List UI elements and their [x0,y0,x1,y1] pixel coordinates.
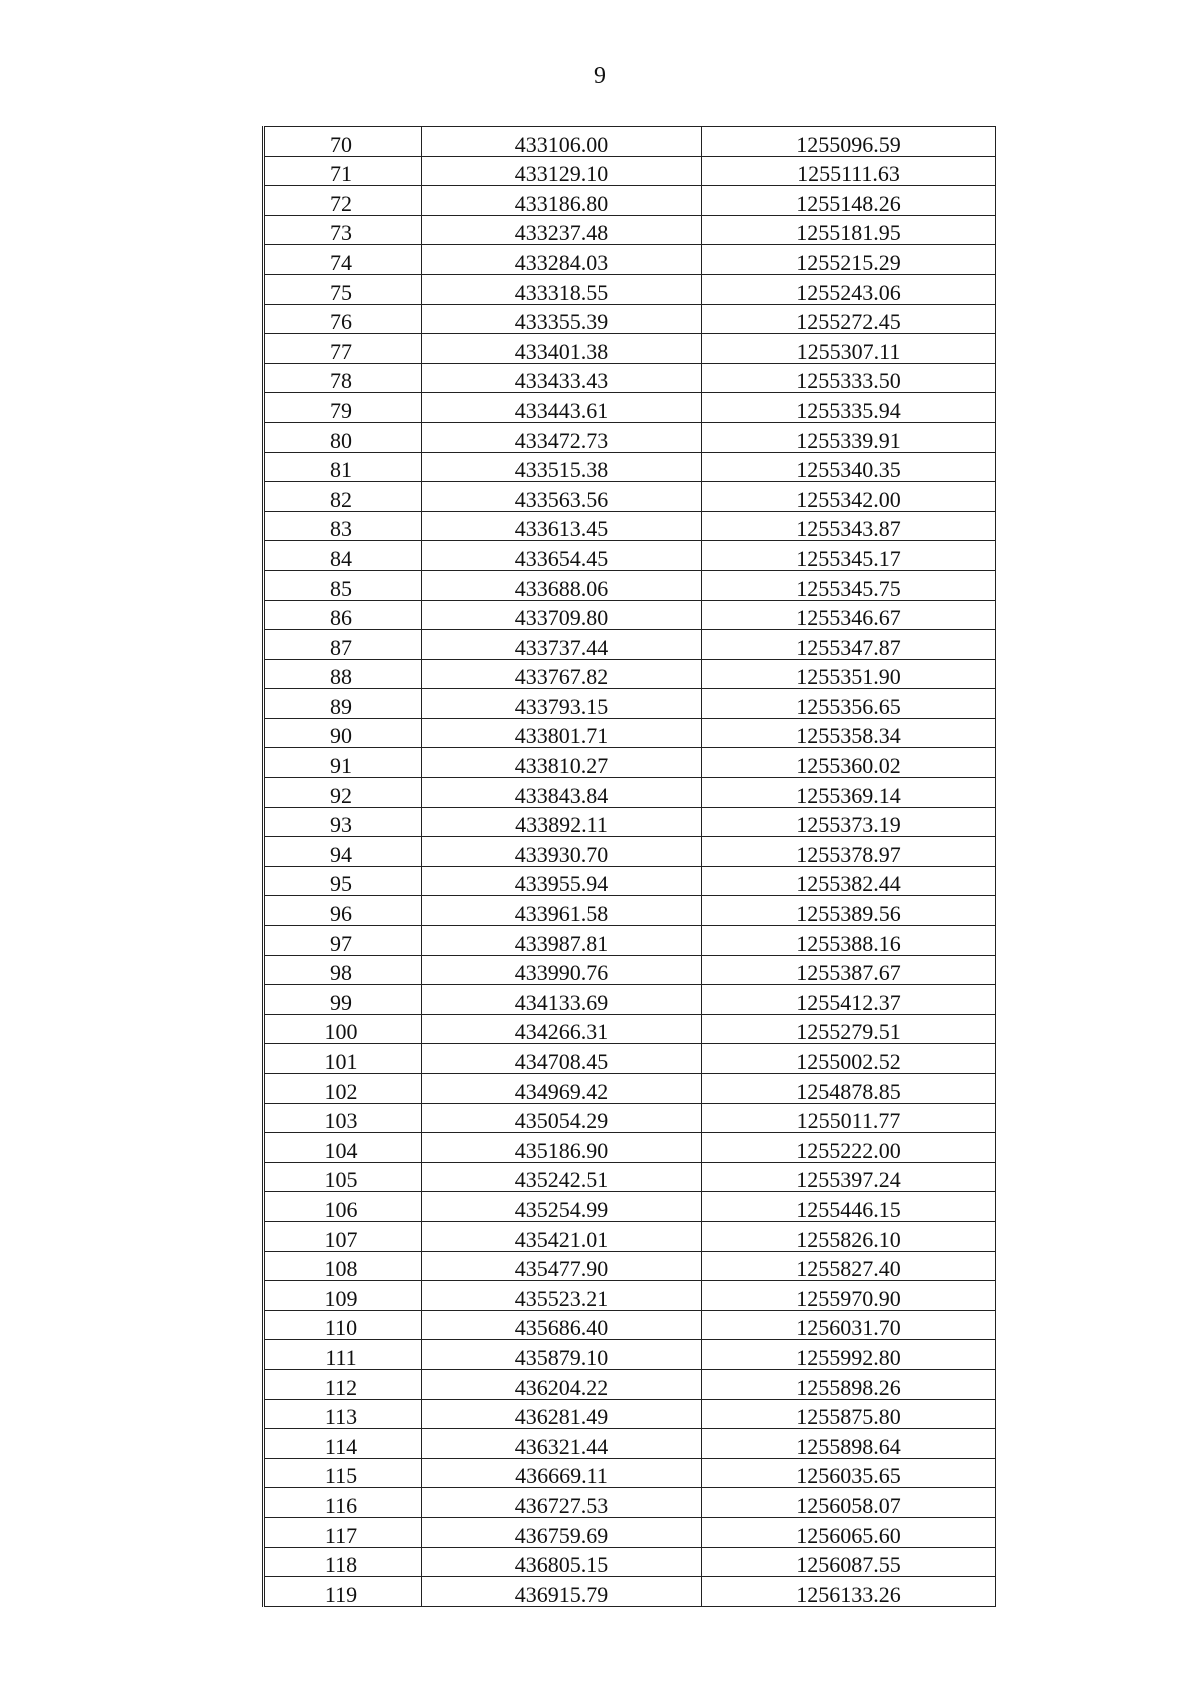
table-row [264,630,996,660]
point-number-cell: 95 [264,866,422,896]
table-row [264,274,996,304]
point-number-cell: 88 [264,659,422,689]
point-number-cell: 91 [264,748,422,778]
x-coordinate-cell: 435523.21 [422,1281,702,1311]
x-coordinate-cell: 435477.90 [422,1251,702,1281]
coordinates-table [262,126,996,1607]
y-coordinate-cell: 1255279.51 [702,1014,996,1044]
x-coordinate-cell: 436281.49 [422,1399,702,1429]
table-row [264,156,996,186]
y-coordinate-cell: 1255360.02 [702,748,996,778]
table-row [264,1044,996,1074]
y-coordinate-cell: 1255992.80 [702,1340,996,1370]
table-row [264,955,996,985]
x-coordinate-cell: 433401.38 [422,334,702,364]
y-coordinate-cell: 1255356.65 [702,689,996,719]
table-row [264,807,996,837]
y-coordinate-cell: 1255358.34 [702,718,996,748]
point-number-cell: 119 [264,1577,422,1607]
y-coordinate-cell: 1255378.97 [702,837,996,867]
table-row [264,482,996,512]
table-row [264,778,996,808]
y-coordinate-cell: 1256133.26 [702,1577,996,1607]
y-coordinate-cell: 1254878.85 [702,1074,996,1104]
point-number-cell: 111 [264,1340,422,1370]
table-row [264,689,996,719]
point-number-cell: 115 [264,1458,422,1488]
y-coordinate-cell: 1255333.50 [702,363,996,393]
y-coordinate-cell: 1256058.07 [702,1488,996,1518]
x-coordinate-cell: 433737.44 [422,630,702,660]
y-coordinate-cell: 1255389.56 [702,896,996,926]
x-coordinate-cell: 435242.51 [422,1162,702,1192]
y-coordinate-cell: 1255002.52 [702,1044,996,1074]
table-row [264,896,996,926]
x-coordinate-cell: 433355.39 [422,304,702,334]
y-coordinate-cell: 1255827.40 [702,1251,996,1281]
point-number-cell: 103 [264,1103,422,1133]
table-row [264,541,996,571]
point-number-cell: 70 [264,127,422,157]
x-coordinate-cell: 433237.48 [422,215,702,245]
table-row [264,748,996,778]
point-number-cell: 108 [264,1251,422,1281]
x-coordinate-cell: 433987.81 [422,926,702,956]
table-row [264,1369,996,1399]
table-row [264,1281,996,1311]
point-number-cell: 114 [264,1429,422,1459]
point-number-cell: 98 [264,955,422,985]
point-number-cell: 83 [264,511,422,541]
y-coordinate-cell: 1255387.67 [702,955,996,985]
x-coordinate-cell: 436759.69 [422,1517,702,1547]
table-row [264,1192,996,1222]
table-row [264,127,996,157]
point-number-cell: 80 [264,422,422,452]
x-coordinate-cell: 434266.31 [422,1014,702,1044]
x-coordinate-cell: 434708.45 [422,1044,702,1074]
point-number-cell: 112 [264,1369,422,1399]
x-coordinate-cell: 436915.79 [422,1577,702,1607]
y-coordinate-cell: 1255243.06 [702,274,996,304]
table-row [264,422,996,452]
table-row [264,837,996,867]
y-coordinate-cell: 1255011.77 [702,1103,996,1133]
y-coordinate-cell: 1255875.80 [702,1399,996,1429]
point-number-cell: 86 [264,600,422,630]
table-row [264,245,996,275]
y-coordinate-cell: 1255898.26 [702,1369,996,1399]
point-number-cell: 116 [264,1488,422,1518]
y-coordinate-cell: 1255970.90 [702,1281,996,1311]
point-number-cell: 94 [264,837,422,867]
x-coordinate-cell: 433654.45 [422,541,702,571]
table-row [264,363,996,393]
x-coordinate-cell: 433318.55 [422,274,702,304]
x-coordinate-cell: 436669.11 [422,1458,702,1488]
y-coordinate-cell: 1255446.15 [702,1192,996,1222]
table-row [264,1162,996,1192]
x-coordinate-cell: 436805.15 [422,1547,702,1577]
point-number-cell: 107 [264,1221,422,1251]
y-coordinate-cell: 1255272.45 [702,304,996,334]
y-coordinate-cell: 1255412.37 [702,985,996,1015]
x-coordinate-cell: 433709.80 [422,600,702,630]
x-coordinate-cell: 433767.82 [422,659,702,689]
table-row [264,393,996,423]
y-coordinate-cell: 1255222.00 [702,1133,996,1163]
y-coordinate-cell: 1255148.26 [702,186,996,216]
point-number-cell: 85 [264,570,422,600]
point-number-cell: 106 [264,1192,422,1222]
x-coordinate-cell: 433129.10 [422,156,702,186]
point-number-cell: 76 [264,304,422,334]
point-number-cell: 82 [264,482,422,512]
point-number-cell: 87 [264,630,422,660]
x-coordinate-cell: 436321.44 [422,1429,702,1459]
x-coordinate-cell: 433186.80 [422,186,702,216]
point-number-cell: 100 [264,1014,422,1044]
x-coordinate-cell: 434969.42 [422,1074,702,1104]
x-coordinate-cell: 433515.38 [422,452,702,482]
point-number-cell: 101 [264,1044,422,1074]
y-coordinate-cell: 1255346.67 [702,600,996,630]
x-coordinate-cell: 433563.56 [422,482,702,512]
y-coordinate-cell: 1255345.17 [702,541,996,571]
point-number-cell: 78 [264,363,422,393]
point-number-cell: 92 [264,778,422,808]
x-coordinate-cell: 433990.76 [422,955,702,985]
y-coordinate-cell: 1255335.94 [702,393,996,423]
y-coordinate-cell: 1255111.63 [702,156,996,186]
x-coordinate-cell: 433843.84 [422,778,702,808]
table-row [264,926,996,956]
x-coordinate-cell: 435186.90 [422,1133,702,1163]
y-coordinate-cell: 1255347.87 [702,630,996,660]
x-coordinate-cell: 433688.06 [422,570,702,600]
table-row [264,215,996,245]
point-number-cell: 102 [264,1074,422,1104]
point-number-cell: 74 [264,245,422,275]
y-coordinate-cell: 1255181.95 [702,215,996,245]
table-row [264,1488,996,1518]
x-coordinate-cell: 433443.61 [422,393,702,423]
x-coordinate-cell: 433793.15 [422,689,702,719]
x-coordinate-cell: 435879.10 [422,1340,702,1370]
x-coordinate-cell: 435421.01 [422,1221,702,1251]
point-number-cell: 109 [264,1281,422,1311]
point-number-cell: 77 [264,334,422,364]
x-coordinate-cell: 436204.22 [422,1369,702,1399]
x-coordinate-cell: 433961.58 [422,896,702,926]
table-row [264,985,996,1015]
coordinates-table-body [264,127,996,1607]
table-row [264,186,996,216]
y-coordinate-cell: 1255397.24 [702,1162,996,1192]
y-coordinate-cell: 1255826.10 [702,1221,996,1251]
x-coordinate-cell: 433801.71 [422,718,702,748]
point-number-cell: 84 [264,541,422,571]
x-coordinate-cell: 433284.03 [422,245,702,275]
table-row [264,1340,996,1370]
y-coordinate-cell: 1256035.65 [702,1458,996,1488]
point-number-cell: 71 [264,156,422,186]
y-coordinate-cell: 1255343.87 [702,511,996,541]
point-number-cell: 110 [264,1310,422,1340]
table-row [264,1458,996,1488]
table-row [264,1399,996,1429]
table-row [264,1014,996,1044]
table-row [264,1517,996,1547]
point-number-cell: 73 [264,215,422,245]
point-number-cell: 75 [264,274,422,304]
table-row [264,1577,996,1607]
point-number-cell: 97 [264,926,422,956]
point-number-cell: 90 [264,718,422,748]
table-row [264,1074,996,1104]
y-coordinate-cell: 1255342.00 [702,482,996,512]
table-row [264,304,996,334]
table-row [264,1133,996,1163]
point-number-cell: 96 [264,896,422,926]
table-row [264,718,996,748]
table-row [264,1429,996,1459]
x-coordinate-cell: 433892.11 [422,807,702,837]
table-row [264,334,996,364]
point-number-cell: 105 [264,1162,422,1192]
x-coordinate-cell: 433433.43 [422,363,702,393]
table-row [264,452,996,482]
x-coordinate-cell: 435254.99 [422,1192,702,1222]
table-row [264,1103,996,1133]
y-coordinate-cell: 1255351.90 [702,659,996,689]
table-row [264,570,996,600]
point-number-cell: 117 [264,1517,422,1547]
x-coordinate-cell: 436727.53 [422,1488,702,1518]
table-row [264,1221,996,1251]
y-coordinate-cell: 1255382.44 [702,866,996,896]
x-coordinate-cell: 433930.70 [422,837,702,867]
x-coordinate-cell: 433955.94 [422,866,702,896]
y-coordinate-cell: 1255345.75 [702,570,996,600]
point-number-cell: 79 [264,393,422,423]
point-number-cell: 99 [264,985,422,1015]
y-coordinate-cell: 1255369.14 [702,778,996,808]
y-coordinate-cell: 1256031.70 [702,1310,996,1340]
point-number-cell: 118 [264,1547,422,1577]
y-coordinate-cell: 1255373.19 [702,807,996,837]
y-coordinate-cell: 1255898.64 [702,1429,996,1459]
point-number-cell: 93 [264,807,422,837]
y-coordinate-cell: 1255215.29 [702,245,996,275]
point-number-cell: 72 [264,186,422,216]
point-number-cell: 89 [264,689,422,719]
x-coordinate-cell: 433472.73 [422,422,702,452]
x-coordinate-cell: 433106.00 [422,127,702,157]
table-row [264,600,996,630]
table-row [264,511,996,541]
point-number-cell: 81 [264,452,422,482]
table-row [264,1251,996,1281]
x-coordinate-cell: 433613.45 [422,511,702,541]
table-row [264,659,996,689]
y-coordinate-cell: 1256065.60 [702,1517,996,1547]
table-row [264,1547,996,1577]
x-coordinate-cell: 433810.27 [422,748,702,778]
y-coordinate-cell: 1255096.59 [702,127,996,157]
y-coordinate-cell: 1255339.91 [702,422,996,452]
x-coordinate-cell: 434133.69 [422,985,702,1015]
x-coordinate-cell: 435054.29 [422,1103,702,1133]
page-number: 9 [594,63,606,89]
y-coordinate-cell: 1255340.35 [702,452,996,482]
point-number-cell: 104 [264,1133,422,1163]
y-coordinate-cell: 1255388.16 [702,926,996,956]
x-coordinate-cell: 435686.40 [422,1310,702,1340]
point-number-cell: 113 [264,1399,422,1429]
y-coordinate-cell: 1256087.55 [702,1547,996,1577]
table-row [264,866,996,896]
y-coordinate-cell: 1255307.11 [702,334,996,364]
table-row [264,1310,996,1340]
